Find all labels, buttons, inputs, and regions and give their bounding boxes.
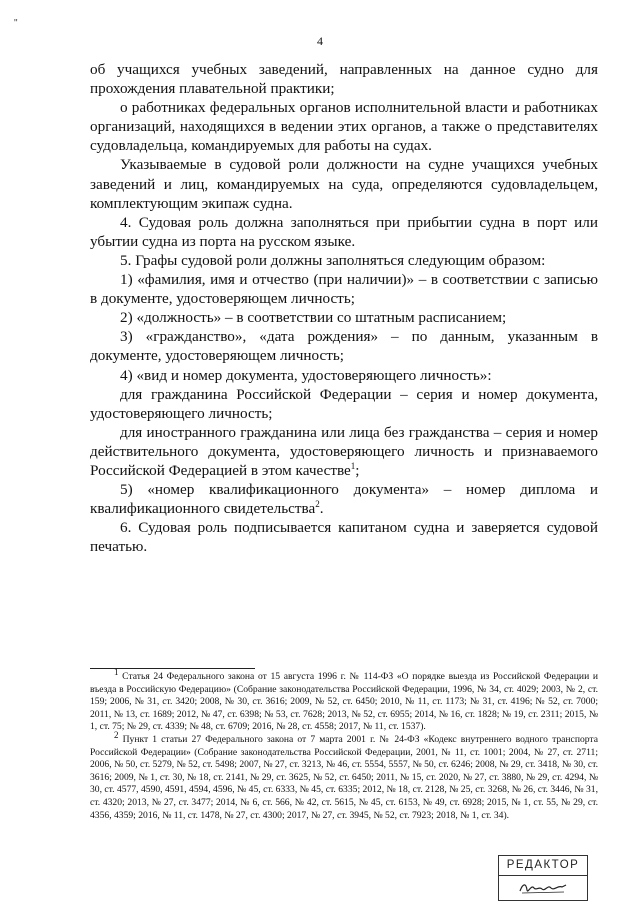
stamp-divider	[499, 875, 587, 876]
footnote	[90, 729, 598, 822]
paragraph: 5. Графы судовой роли должны заполняться следующим образом:	[120, 251, 546, 269]
paragraph: 1) «фамилия, имя и отчество (при наличии)» – в соответствии с записью в документе, удостоверяющем личность;	[90, 271, 598, 308]
paragraph: 2) «должность» – в соответствии со штатным расписанием;	[120, 309, 507, 327]
footnote-mark: 2	[114, 729, 119, 740]
paragraph-text: для иностранного гражданина или лица без гражданства – серия и номер действительного документа, удостоверяющего личность и признаваемого Российской Федерацией в этом качестве	[90, 423, 598, 479]
body-text	[90, 60, 598, 556]
paragraph: 6. Судовая роль подписывается капитаном судна и заверяется судовой печатью.	[90, 519, 598, 556]
paragraph: об учащихся учебных заведений, направленных на данное судно для прохождения плавательной практики;	[90, 61, 598, 98]
paragraph: о работниках федеральных органов исполнительной власти и работниках организаций, находящихся в ведении этих органов, а также о представителях судовладельца, командируемых для работы на судах.	[90, 99, 598, 155]
paragraph-text: 5) «номер квалификационного документа» – номер диплома и квалификационного свидетельства	[90, 481, 598, 518]
paragraph: для гражданина Российской Федерации – серия и номер документа, удостоверяющего личность;	[90, 385, 598, 422]
footnote	[90, 666, 598, 734]
footnote-text: Статья 24 Федерального закона от 15 августа 1996 г. № 114-ФЗ «О порядке выезда из Российской Федерации и въезда в Российскую Федерацию» (Собрание законодательства Российской Федерации, 1996, № 34, ст. 4029; 2003, № 2, ст. 159; 2006, № 31, ст. 3420; 2008, № 30, ст. 3616; 2009, № 52, ст. 6450; 2010, № 11, ст. 1173; № 31, ст. 4196; № 52, ст. 7000; 2011, № 13, ст. 1689; 2012, № 47, ст. 6398; № 53, ст. 7628; 2013, № 52, ст. 6955; 2014, № 16, ст. 1828; № 19, ст. 2311; 2015, № 1, ст. 75; № 29, ст. 4339; № 48, ст. 6709; 2016, № 28, ст. 4558; 2017, № 11, ст. 1537).	[90, 671, 598, 733]
footnote-text: Пункт 1 статьи 27 Федерального закона от 7 марта 2001 г. № 24-ФЗ «Кодекс внутреннего водного транспорта Российской Федерации» (Собрание законодательства Российской Федерации, 2001, № 11, ст. 1001; 2004, № 27, ст. 2711; 2006, № 50, ст. 5279, № 52, ст. 5498; 2007, № 27, ст. 3213, № 46, ст. 5554, 5557, № 50, ст. 6246; 2008, № 29, ст. 3418, № 30, ст. 3616; 2009, № 1, ст. 30, № 18, ст. 2141, № 29, ст. 3625, № 52, ст. 6450; 2011, № 15, ст. 2020, № 27, ст. 3880, № 29, ст. 4294, № 30, ст. 4577, 4590, 4591, 4594, 4596, № 45, ст. 6333, № 45, ст. 6335; 2012, № 18, ст. 2128, № 25, ст. 3268, № 26, ст. 3446, № 31, ст. 4320; 2013, № 27, ст. 3477; 2014, № 6, ст. 566, № 42, ст. 5615, № 45, ст. 6153, № 49, ст. 6928; 2015, № 1, ст. 55, № 29, ст. 4356, 4359; 2016, № 11, ст. 1478, № 27, ст. 4300; 2017, № 27, ст. 3945, № 52, ст. 7923; 2018, № 1, ст. 34).	[90, 733, 598, 821]
paragraph-tail: ;	[355, 461, 360, 479]
corner-mark: "	[14, 18, 18, 29]
paragraph	[90, 423, 598, 480]
page-number: 4	[317, 34, 323, 48]
paragraph: 4. Судовая роль должна заполняться при прибытии судна в порт или убытии судна из порта на русском языке.	[90, 213, 598, 250]
paragraph: Указываемые в судовой роли должности на судне учащихся учебных заведений и лиц, командируемых на суда, определяются судовладельцем, комплектующим экипаж судна.	[90, 156, 598, 212]
paragraph	[90, 480, 598, 518]
signature-icon	[517, 878, 569, 896]
paragraph: 3) «гражданство», «дата рождения» – по данным, указанным в документе, удостоверяющем личность;	[90, 328, 598, 365]
stamp-label: РЕДАКТОР	[506, 859, 580, 871]
footnotes	[90, 666, 598, 822]
footnote-ref: 2	[315, 499, 320, 510]
footnote-ref: 1	[350, 460, 356, 471]
editor-stamp	[498, 855, 588, 901]
paragraph: 4) «вид и номер документа, удостоверяющего личность»:	[120, 366, 492, 384]
paragraph-tail: .	[319, 500, 324, 518]
footnote-mark: 1	[114, 666, 119, 677]
